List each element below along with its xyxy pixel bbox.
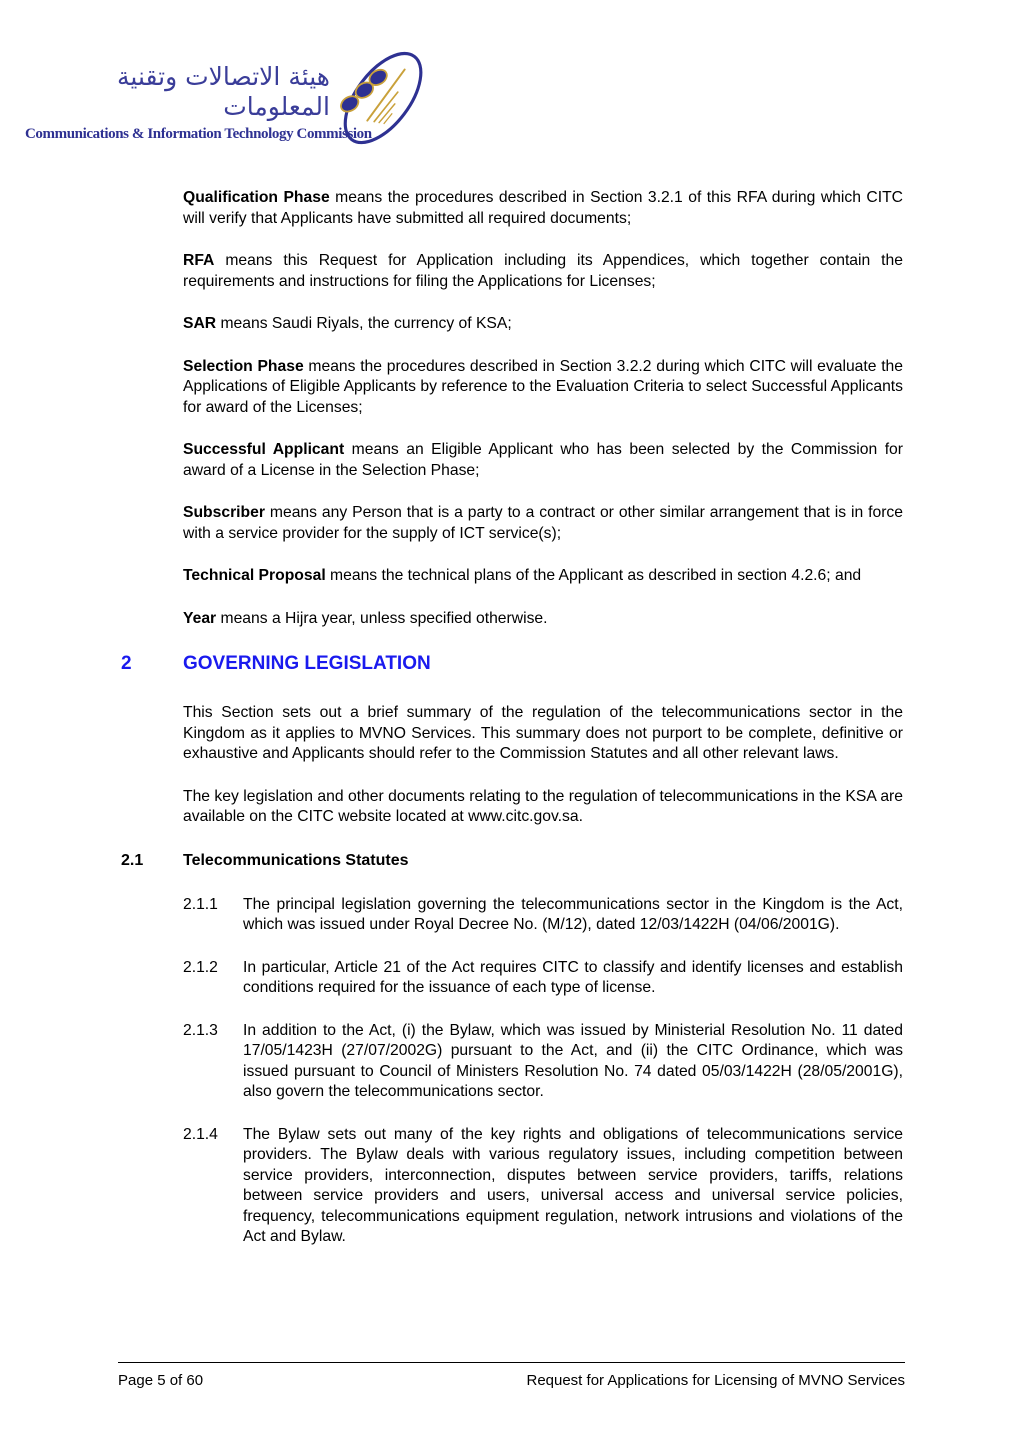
subsection-title: Telecommunications Statutes (183, 851, 409, 869)
subsection-number: 2.1 (121, 851, 144, 869)
logo-arabic-text: هيئة الاتصالات وتقنية المعلومات (117, 62, 330, 121)
definition-paragraph (183, 188, 903, 229)
defined-term: Year (183, 609, 217, 627)
defined-term: Successful Applicant (183, 441, 345, 458)
section-heading (121, 651, 903, 677)
defined-term: Qualification Phase (183, 189, 330, 206)
citc-logo-mark-icon (332, 42, 440, 155)
item-number: 2.1.4 (183, 1125, 218, 1143)
definition-paragraph (183, 503, 903, 544)
definition-text: means the technical plans of the Applicant as described in section 4.2.6; and (325, 567, 862, 584)
numbered-item (183, 895, 903, 936)
defined-term: Selection Phase (183, 357, 304, 375)
section-paragraph: This Section sets out a brief summary of the regulation of the telecommunications sector in the Kingdom as it applies to MVNO Services. This summary does not purport to be complete, definitive or exhaustive and Applicants should refer to the Commission Statutes and all other relevant laws. (183, 704, 903, 762)
definition-paragraph (183, 440, 903, 481)
definition-paragraph (183, 566, 903, 587)
numbered-item (183, 1021, 903, 1103)
numbered-item (183, 958, 903, 999)
item-number: 2.1.3 (183, 1021, 218, 1039)
definition-paragraph (183, 251, 903, 292)
defined-term: Subscriber (183, 504, 265, 521)
page-number: Page 5 of 60 (118, 1372, 204, 1389)
definition-text: means any Person that is a party to a contract or other similar arrangement that is in force with a service provider for the supply of ICT service(s); (183, 504, 903, 542)
section-paragraph: The key legislation and other documents relating to the regulation of telecommunications in the KSA are available on the CITC website located at www.citc.gov.sa. (183, 787, 903, 825)
definition-paragraph (183, 357, 903, 419)
item-number: 2.1.2 (183, 958, 218, 976)
page-content (121, 188, 903, 1270)
definition-text: means a Hijra year, unless specified otherwise. (216, 609, 548, 627)
defined-term: SAR (183, 315, 217, 332)
definition-text: means this Request for Application including its Appendices, which together contain the requirements and instructions for filing the Applications for Licenses; (183, 252, 903, 290)
section-number: 2 (121, 653, 132, 674)
citc-logo-text (25, 42, 372, 143)
subsection-heading (121, 850, 903, 871)
defined-term: RFA (183, 252, 215, 269)
item-text: In particular, Article 21 of the Act requires CITC to classify and identify licenses and establish conditions required for the issuance of each type of license. (243, 958, 903, 996)
definition-paragraph (183, 609, 903, 630)
item-number: 2.1.1 (183, 895, 218, 913)
definition-text: means an Eligible Applicant who has been selected by the Commission for award of a License in the Selection Phase; (183, 441, 904, 479)
page-footer (118, 1362, 905, 1390)
logo-english-text: Communications & Information Technology Commission (25, 126, 372, 142)
section-title: GOVERNING LEGISLATION (183, 653, 431, 674)
numbered-item (183, 1125, 903, 1248)
citc-logo (25, 42, 440, 155)
item-text: The Bylaw sets out many of the key rights and obligations of telecommunications service providers. The Bylaw deals with various regulatory issues, including competition between service providers, interconnection, disputes between service providers, tariffs, relations between service providers and users, universal access and universal service policies, frequency, telecommunications equipment regulation, network intrusions and violations of the Act and Bylaw. (243, 1125, 903, 1245)
footer-document-title: Request for Applications for Licensing of MVNO Services (526, 1372, 905, 1389)
definition-text: means Saudi Riyals, the currency of KSA; (216, 315, 512, 332)
item-text: The principal legislation governing the telecommunications sector in the Kingdom is the Act, which was issued under Royal Decree No. (M/12), dated 12/03/1422H (04/06/2001G). (243, 895, 903, 933)
definition-text: means the procedures described in Section 3.2.1 of this RFA during which CITC will verify that Applicants have submitted all required documents; (183, 189, 904, 227)
defined-term: Technical Proposal (183, 567, 326, 584)
definition-paragraph (183, 314, 903, 335)
item-text: In addition to the Act, (i) the Bylaw, which was issued by Ministerial Resolution No. 11 dated 17/05/1423H (27/07/2002G) pursuant to the Act, and (ii) the CITC Ordinance, which was issued pursuant to Council of Ministers Resolution No. 74 dated 05/03/1422H (28/05/2001G), also govern the telecommunications sector. (243, 1021, 903, 1100)
definition-text: means the procedures described in Section 3.2.2 during which CITC will evaluate the Applications of Eligible Applicants by reference to the Evaluation Criteria to select Successful Applicants for award of the Licenses; (183, 357, 904, 416)
